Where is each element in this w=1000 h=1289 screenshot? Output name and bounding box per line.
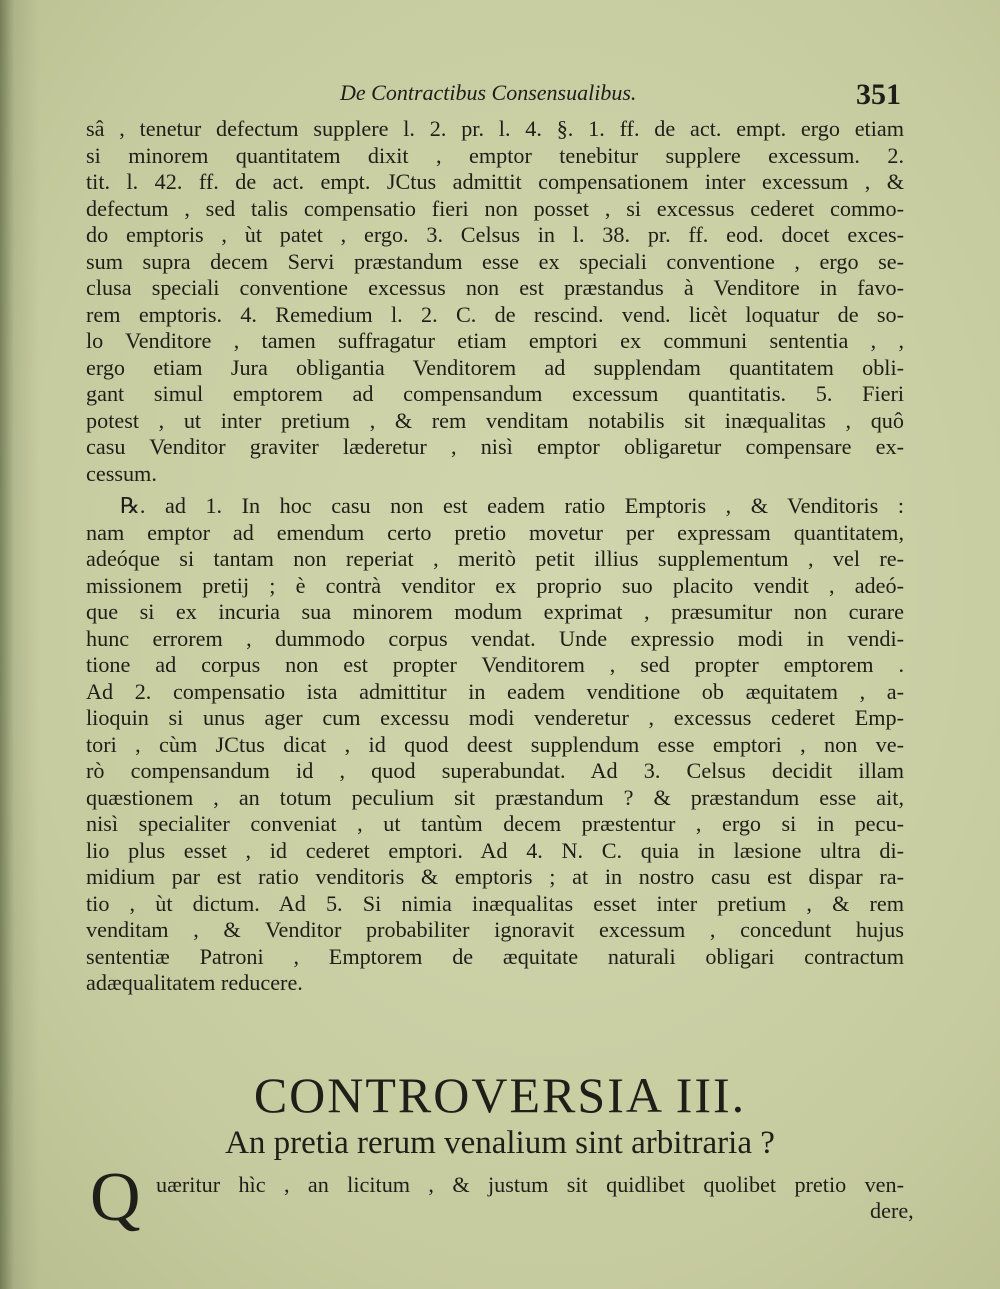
- text-line: lo Venditore , tamen suffragatur etiam emptori ex communi sententia , ,: [86, 328, 904, 353]
- text-line: casu Venditor graviter læderetur , nisì emptor obligaretur compensare ex-: [86, 434, 904, 459]
- drop-cap: Q: [90, 1159, 141, 1236]
- section-heading: CONTROVERSIA III.: [253, 1067, 747, 1123]
- text-line: rem emptoris. 4. Remedium l. 2. C. de rescind. vend. licèt loquatur de so-: [86, 301, 904, 327]
- text-line: Ad 2. compensatio ista admittitur in eadem venditione ob æquitatem , a-: [86, 678, 904, 704]
- text-line: lio plus esset , id cederet emptori. Ad 4. N. C. quia in læsione ultra di-: [86, 837, 904, 863]
- text-line: tione ad corpus non est propter Venditorem , sed propter emptorem .: [86, 652, 904, 677]
- text-line: missionem pretij ; è contrà venditor ex proprio suo placito vendit , adeó-: [86, 572, 904, 598]
- text-line: venditam , & Venditor probabiliter ignoravit excessum , concedunt hujus: [86, 917, 904, 942]
- text-line: potest , ut inter pretium , & rem venditam notabilis sit inæqualitas , quô: [86, 407, 904, 433]
- text-line: tit. l. 42. ff. de act. empt. JCtus admittit compensationem inter excessum , &: [86, 169, 904, 194]
- text-line: adeóque si tantam non reperiat , meritò petit illius supplementum , vel re-: [86, 546, 904, 571]
- running-title: De Contractibus Consensualibus.: [340, 80, 637, 105]
- body-text: [86, 116, 904, 997]
- text-line: que si ex incuria sua minorem modum exprimat , præsumitur non curare: [86, 599, 904, 624]
- text-line: quæstionem , an totum peculium sit præstandum ? & præstandum esse ait,: [86, 784, 904, 810]
- text-line: nisì specialiter conveniat , ut tantùm decem præstentur , ergo si in pecu-: [86, 811, 904, 836]
- page-number: 351: [856, 78, 901, 111]
- page-header: [0, 80, 1000, 114]
- argument-paragraph: [86, 116, 904, 487]
- text-line: sâ , tenetur defectum supplere l. 2. pr. l. 4. §. 1. ff. de act. empt. ergo etiam: [86, 116, 904, 141]
- reply-paragraph: [86, 493, 904, 997]
- text-line: adæqualitatem reducere.: [86, 970, 303, 995]
- text-line: defectum , sed talis compensatio fieri non posset , si excessus cederet commo-: [86, 195, 904, 221]
- text-line: cessum.: [86, 460, 157, 486]
- text-line: lioquin si unus ager cum excessu modi venderetur , excessus cederet Emp-: [86, 705, 904, 730]
- text-line: do emptoris , ùt patet , ergo. 3. Celsus in l. 38. pr. ff. eod. docet exces-: [86, 222, 904, 247]
- text-line: midium par est ratio venditoris & emptoris ; at in nostro casu est dispar ra-: [86, 864, 904, 889]
- text-line: clusa speciali conventione excessus non est præstandus à Venditore in favo-: [86, 275, 904, 300]
- text-line: ergo etiam Jura obligantia Venditorem ad supplendam quantitatem obli-: [86, 354, 904, 380]
- text-line: sententiæ Patroni , Emptorem de æquitate naturali obligari contractum: [86, 943, 904, 969]
- text-line: ℞. ad 1. In hoc casu non est eadem ratio Emptoris , & Venditoris :: [120, 493, 904, 518]
- text-line: uæritur hìc , an licitum , & justum sit quidlibet quolibet pretio ven-: [156, 1172, 904, 1197]
- text-line: tio , ùt dictum. Ad 5. Si nimia inæqualitas esset inter pretium , & rem: [86, 890, 904, 916]
- catchword: dere,: [870, 1198, 914, 1223]
- text-line: rò compensandum id , quod superabundat. Ad 3. Celsus decidit illam: [86, 758, 904, 783]
- text-line: nam emptor ad emendum certo pretio movetur per expressam quantitatem,: [86, 519, 904, 545]
- text-line: sum supra decem Servi præstandum esse ex speciali conventione , ergo se-: [86, 248, 904, 274]
- text-line: si minorem quantitatem dixit , emptor tenebitur supplere excessum. 2.: [86, 142, 904, 168]
- text-line: hunc errorem , dummodo corpus vendat. Unde expressio modi in vendi-: [86, 625, 904, 651]
- section-subheading: An pretia rerum venalium sint arbitraria ?: [225, 1125, 775, 1161]
- text-line: tori , cùm JCtus dicat , id quod deest supplendum esse emptori , non ve-: [86, 731, 904, 757]
- text-line: gant simul emptorem ad compensandum excessum quantitatis. 5. Fieri: [86, 381, 904, 406]
